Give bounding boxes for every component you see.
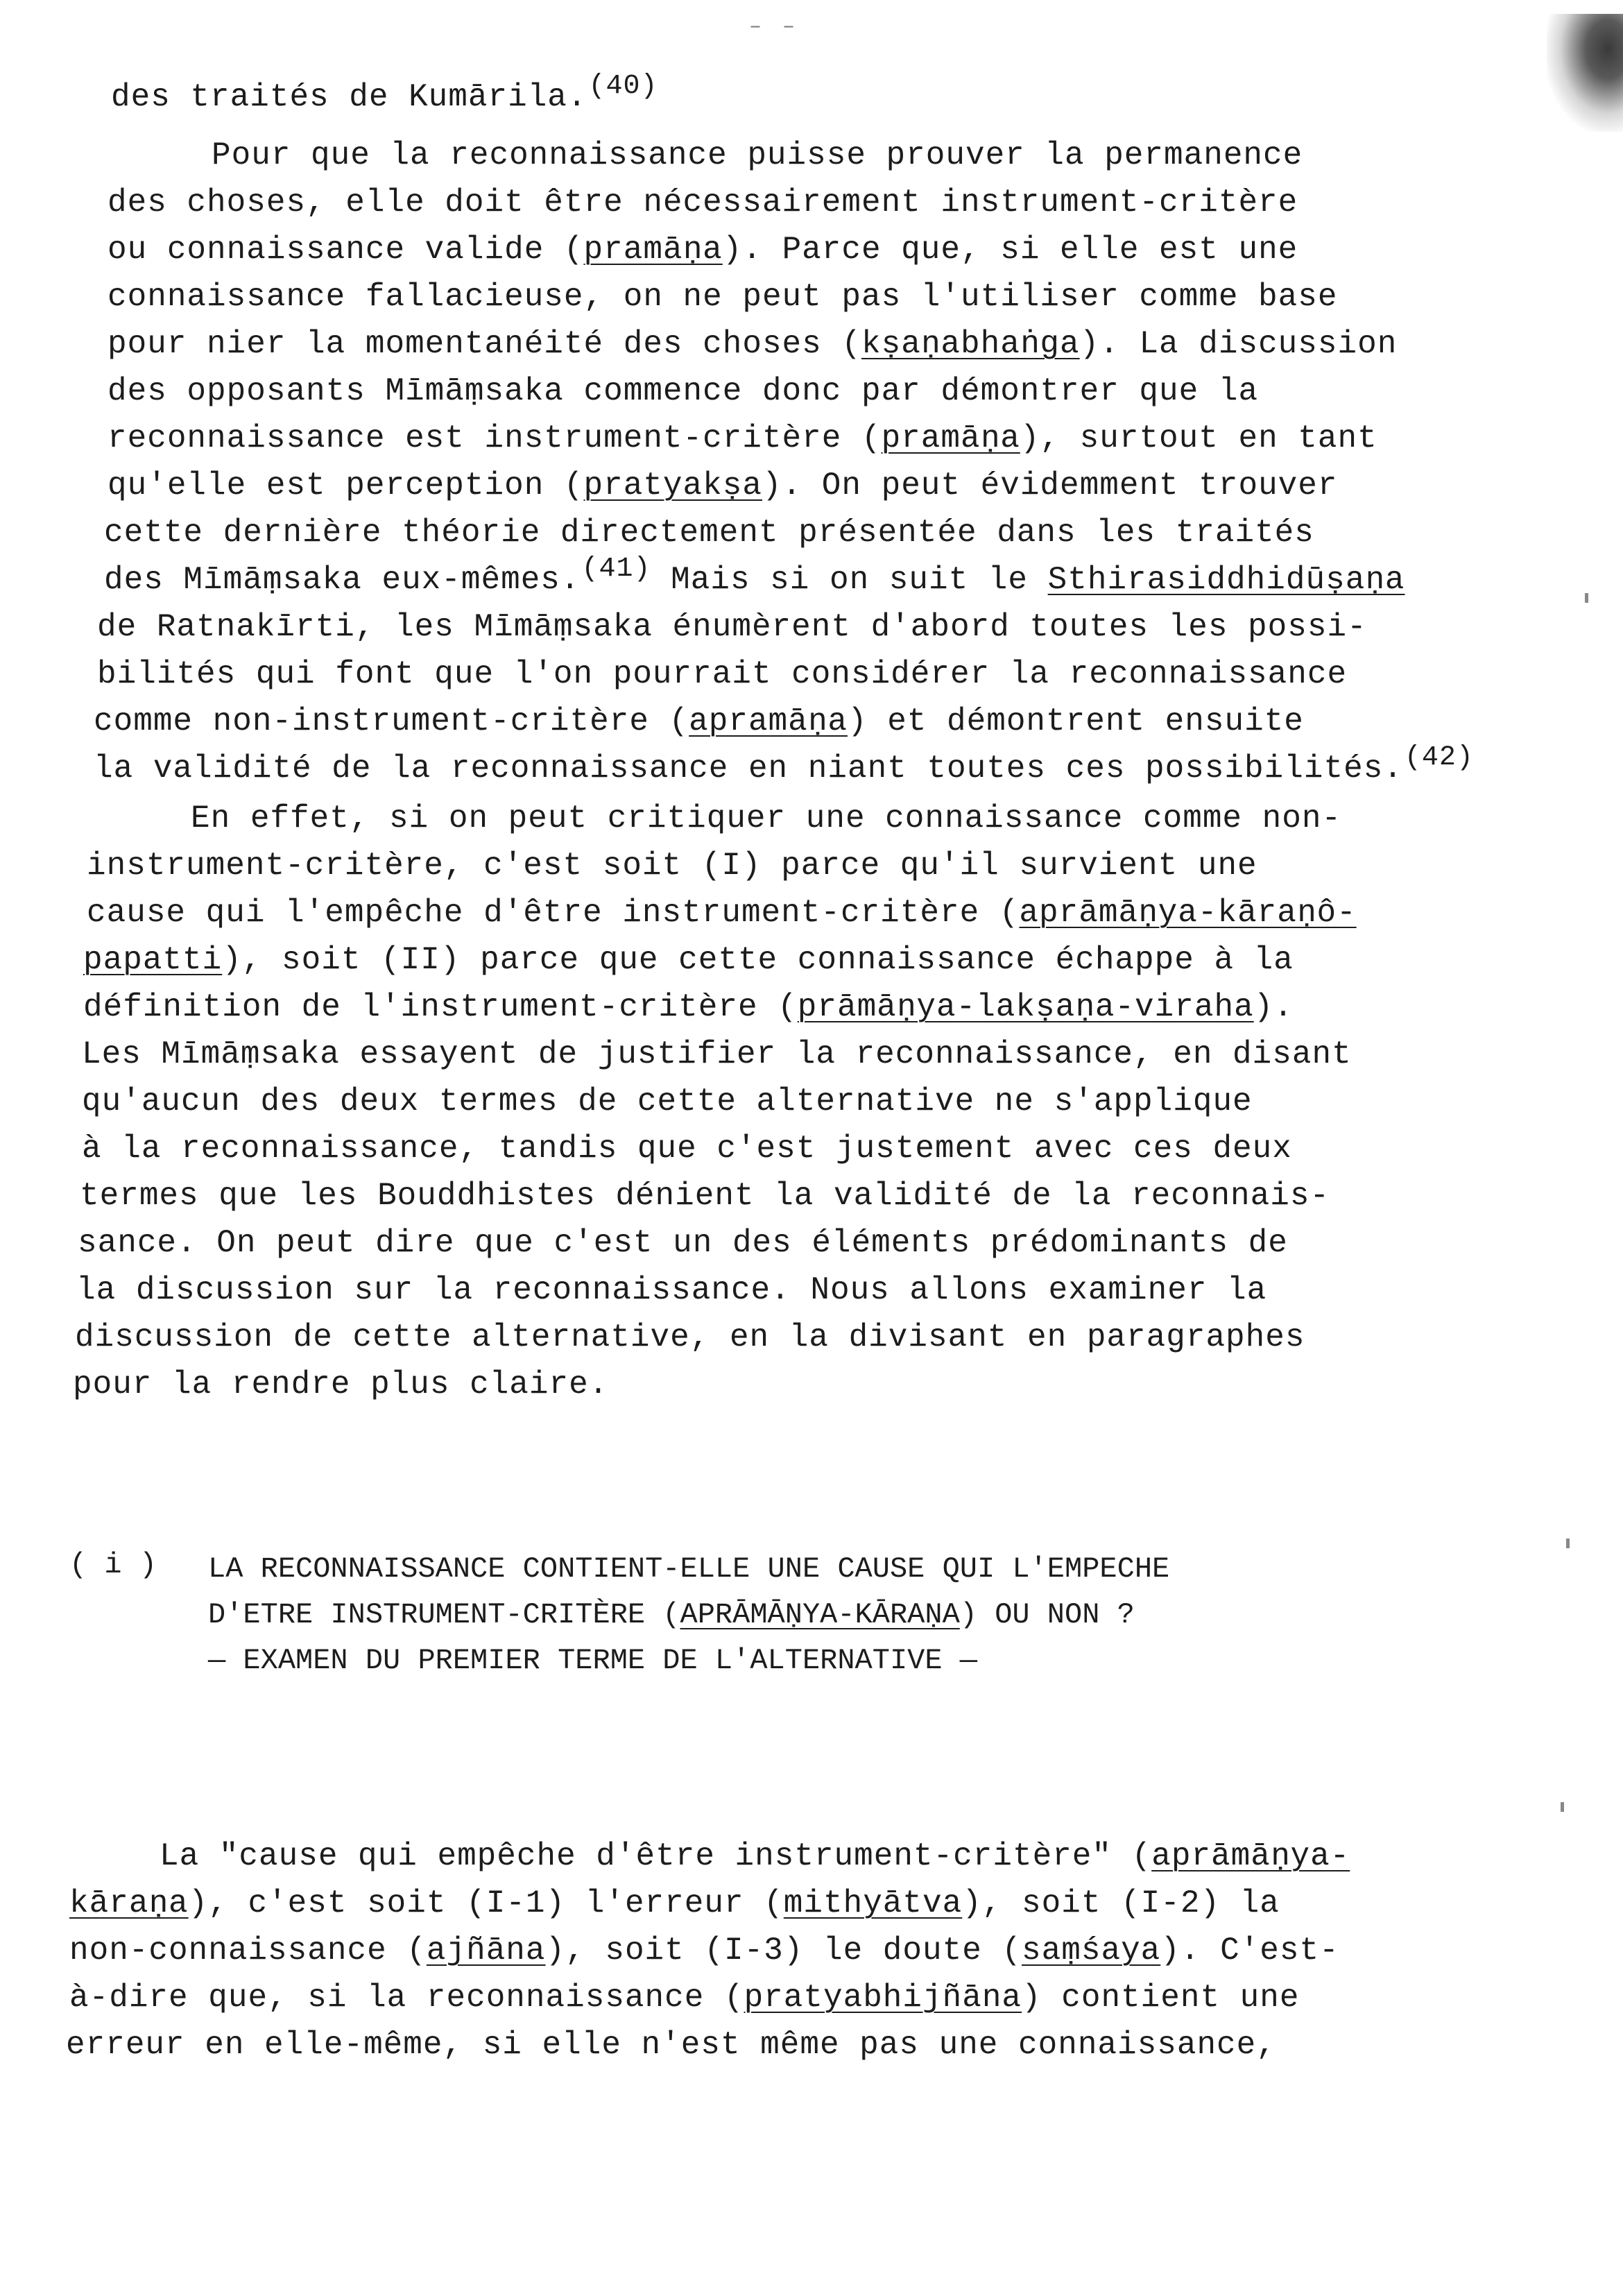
sanskrit-term: saṃśaya: [1022, 1933, 1161, 1969]
scan-speck: [1585, 593, 1588, 603]
text-line: En effet, si on peut critiquer une connaissance comme non-: [191, 800, 1342, 837]
sanskrit-term: Sthirasiddhidūṣaṇa: [1047, 562, 1405, 598]
text-line: reconnaissance est instrument-critère (pramāṇa), surtout en tant: [108, 420, 1377, 456]
text-line: à la reconnaissance, tandis que c'est justement avec ces deux: [82, 1131, 1292, 1167]
sanskrit-term: kṣaṇabhaṅga: [861, 326, 1080, 362]
text-line: comme non-instrument-critère (apramāṇa) et démontrent ensuite: [94, 703, 1304, 739]
sanskrit-term: ajñāna: [426, 1933, 546, 1969]
text-line: discussion de cette alternative, en la divisant en paragraphes: [75, 1319, 1305, 1355]
text-line: qu'elle est perception (pratyakṣa). On peut évidemment trouver: [108, 468, 1338, 504]
heading-line: LA RECONNAISSANCE CONTIENT-ELLE UNE CAUSE QUI L'EMPECHE: [208, 1552, 1170, 1586]
scan-shadow: [1547, 14, 1623, 132]
text-line: pour la rendre plus claire.: [73, 1367, 609, 1403]
sanskrit-term: mithyātva: [783, 1885, 963, 1921]
text-line: cette dernière théorie directement présentée dans les traités: [104, 515, 1314, 551]
scan-speck: [1566, 1539, 1570, 1548]
text-line: La "cause qui empêche d'être instrument-critère" (aprāmāṇya-: [160, 1838, 1350, 1874]
scan-speck: [1561, 1802, 1564, 1812]
page-header-mark: – –: [749, 15, 800, 39]
footnote-ref: (40): [588, 71, 658, 102]
text-line: qu'aucun des deux termes de cette alternative ne s'applique: [82, 1083, 1253, 1120]
footnote-ref: (41): [581, 554, 651, 585]
text-line: Pour que la reconnaissance puisse prouver la permanence: [212, 137, 1303, 173]
sanskrit-term: kāraṇa: [69, 1885, 189, 1921]
sanskrit-term: aprāmāṇya-kāraṇô-: [1019, 895, 1357, 931]
text-line: cause qui l'empêche d'être instrument-critère (aprāmāṇya-kāraṇô-: [87, 895, 1357, 931]
sanskrit-term: aprāmāṇya-: [1151, 1838, 1350, 1874]
text-line: des choses, elle doit être nécessairement instrument-critère: [108, 185, 1298, 221]
text-line: à-dire que, si la reconnaissance (pratyabhijñāna) contient une: [69, 1980, 1300, 2016]
text-line: non-connaissance (ajñāna), soit (I-3) le doute (saṃśaya). C'est-: [69, 1933, 1339, 1969]
text-line: de Ratnakīrti, les Mīmāṃsaka énumèrent d'abord toutes les possi-: [97, 609, 1367, 645]
text-line: sance. On peut dire que c'est un des éléments prédominants de: [78, 1225, 1288, 1261]
sanskrit-term: pratyakṣa: [583, 468, 762, 504]
sanskrit-term: prāmāṇya-lakṣaṇa-viraha: [797, 989, 1254, 1025]
text-line: erreur en elle-même, si elle n'est même pas une connaissance,: [66, 2027, 1276, 2063]
sanskrit-term: pramāṇa: [583, 232, 723, 268]
text-line: la validité de la reconnaissance en niant toutes ces possibilités.$^{(42)}$: [94, 742, 1474, 787]
sanskrit-term: pratyabhijñāna: [744, 1980, 1022, 2016]
text-line: des traités de Kumārila.$^{(40)}$: [111, 71, 658, 115]
text-line: la discussion sur la reconnaissance. Nous allons examiner la: [76, 1272, 1267, 1308]
text-line: pour nier la momentanéité des choses (kṣaṇabhaṅga). La discussion: [108, 326, 1398, 362]
sanskrit-term: papatti: [83, 942, 223, 978]
footnote-ref: (42): [1404, 742, 1474, 773]
sanskrit-term: pramāṇa: [881, 420, 1020, 456]
sanskrit-term: APRĀMĀṆYA-KĀRAṆA: [680, 1598, 960, 1631]
text-line: bilités qui font que l'on pourrait considérer la reconnaissance: [97, 656, 1348, 692]
section-number: ( i ): [69, 1548, 157, 1582]
text-line: définition de l'instrument-critère (prāmāṇya-lakṣaṇa-viraha).: [83, 989, 1294, 1025]
text-line: des opposants Mīmāṃsaka commence donc par démontrer que la: [108, 373, 1259, 409]
text-line: ou connaissance valide (pramāṇa). Parce que, si elle est une: [108, 232, 1298, 268]
heading-line: — EXAMEN DU PREMIER TERME DE L'ALTERNATIVE —: [208, 1644, 977, 1677]
text-line: connaissance fallacieuse, on ne peut pas l'utiliser comme base: [108, 279, 1338, 315]
heading-line: D'ETRE INSTRUMENT-CRITÈRE (APRĀMĀṆYA-KĀRAṆA) OU NON ?: [208, 1598, 1135, 1631]
text-line: des Mīmāṃsaka eux-mêmes.$^{(41)}$ Mais si on suit le Sthirasiddhidūṣaṇa: [104, 554, 1405, 598]
text-line: papatti), soit (II) parce que cette connaissance échappe à la: [83, 942, 1294, 978]
text-line: instrument-critère, c'est soit (I) parce qu'il survient une: [87, 848, 1257, 884]
sanskrit-term: apramāṇa: [689, 703, 848, 739]
text-line: kāraṇa), c'est soit (I-1) l'erreur (mithyātva), soit (I-2) la: [69, 1885, 1280, 1921]
text-line: termes que les Bouddhistes dénient la validité de la reconnais-: [80, 1178, 1330, 1214]
text-line: Les Mīmāṃsaka essayent de justifier la reconnaissance, en disant: [82, 1036, 1352, 1072]
